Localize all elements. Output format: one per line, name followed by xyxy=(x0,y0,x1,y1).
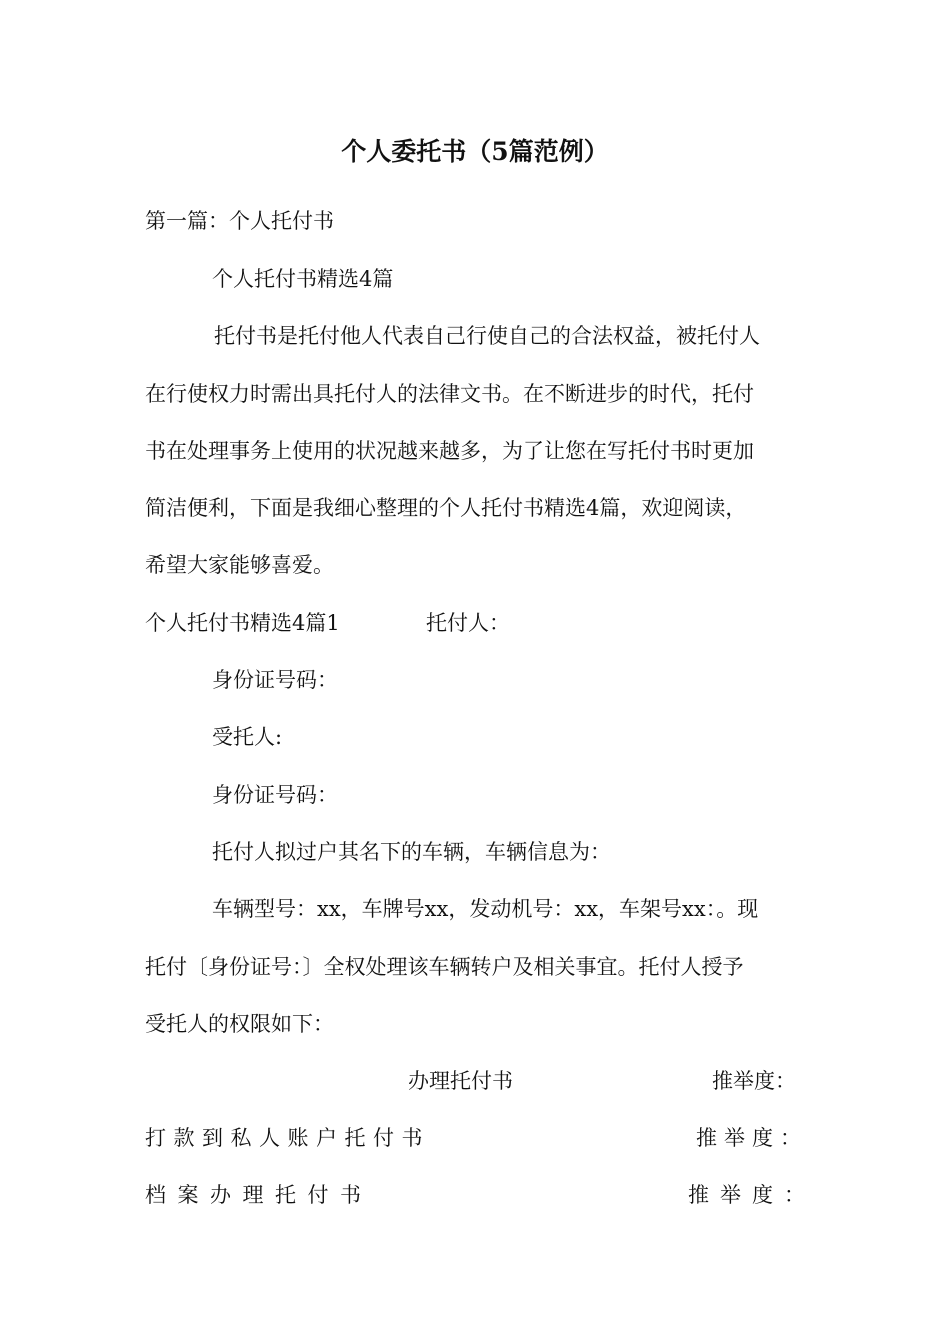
trustee-field: 受托人: xyxy=(212,725,283,749)
section-heading: 第一篇：个人托付书 xyxy=(145,209,334,233)
recommendation-name-2: 打款到私人账户托付书 xyxy=(145,1126,430,1150)
intro-line-1: 托付书是托付他人代表自己行使自己的合法权益，被托付人 xyxy=(214,324,760,348)
intro-line-5: 希望大家能够喜爱。 xyxy=(145,553,334,577)
intro-line-3: 书在处理事务上使用的状况越来越多，为了让您在写托付书时更加 xyxy=(145,439,754,463)
recommendation-label-2: 推举度： xyxy=(696,1126,808,1150)
id-number-field-2: 身份证号码： xyxy=(212,783,338,807)
subtitle: 个人托付书精选4篇 xyxy=(212,267,394,291)
sample-heading: 个人托付书精选4篇1 xyxy=(145,611,340,635)
recommendation-label-3: 推举度： xyxy=(688,1183,816,1207)
entrustor-label: 托付人： xyxy=(426,611,510,635)
recommendation-name-1: 办理托付书 xyxy=(408,1069,513,1093)
recommendation-name-3: 档案办理托付书 xyxy=(145,1183,373,1207)
intro-line-2: 在行使权力时需出具托付人的法律文书。在不断进步的时代，托付 xyxy=(145,382,754,406)
intro-line-4: 简洁便利，下面是我细心整理的个人托付书精选4篇，欢迎阅读， xyxy=(145,496,747,520)
document-title: 个人委托书（5篇范例） xyxy=(341,137,609,166)
vehicle-line-2: 托付〔身份证号：〕全权处理该车辆转户及相关事宜。托付人授予 xyxy=(145,955,744,979)
vehicle-line-3: 受托人的权限如下： xyxy=(145,1012,334,1036)
recommendation-label-1: 推举度： xyxy=(712,1069,796,1093)
vehicle-statement: 托付人拟过户其名下的车辆，车辆信息为： xyxy=(212,840,611,864)
id-number-field-1: 身份证号码： xyxy=(212,668,338,692)
vehicle-line-1: 车辆型号：xx，车牌号xx，发动机号：xx，车架号xx：。现 xyxy=(212,897,759,921)
